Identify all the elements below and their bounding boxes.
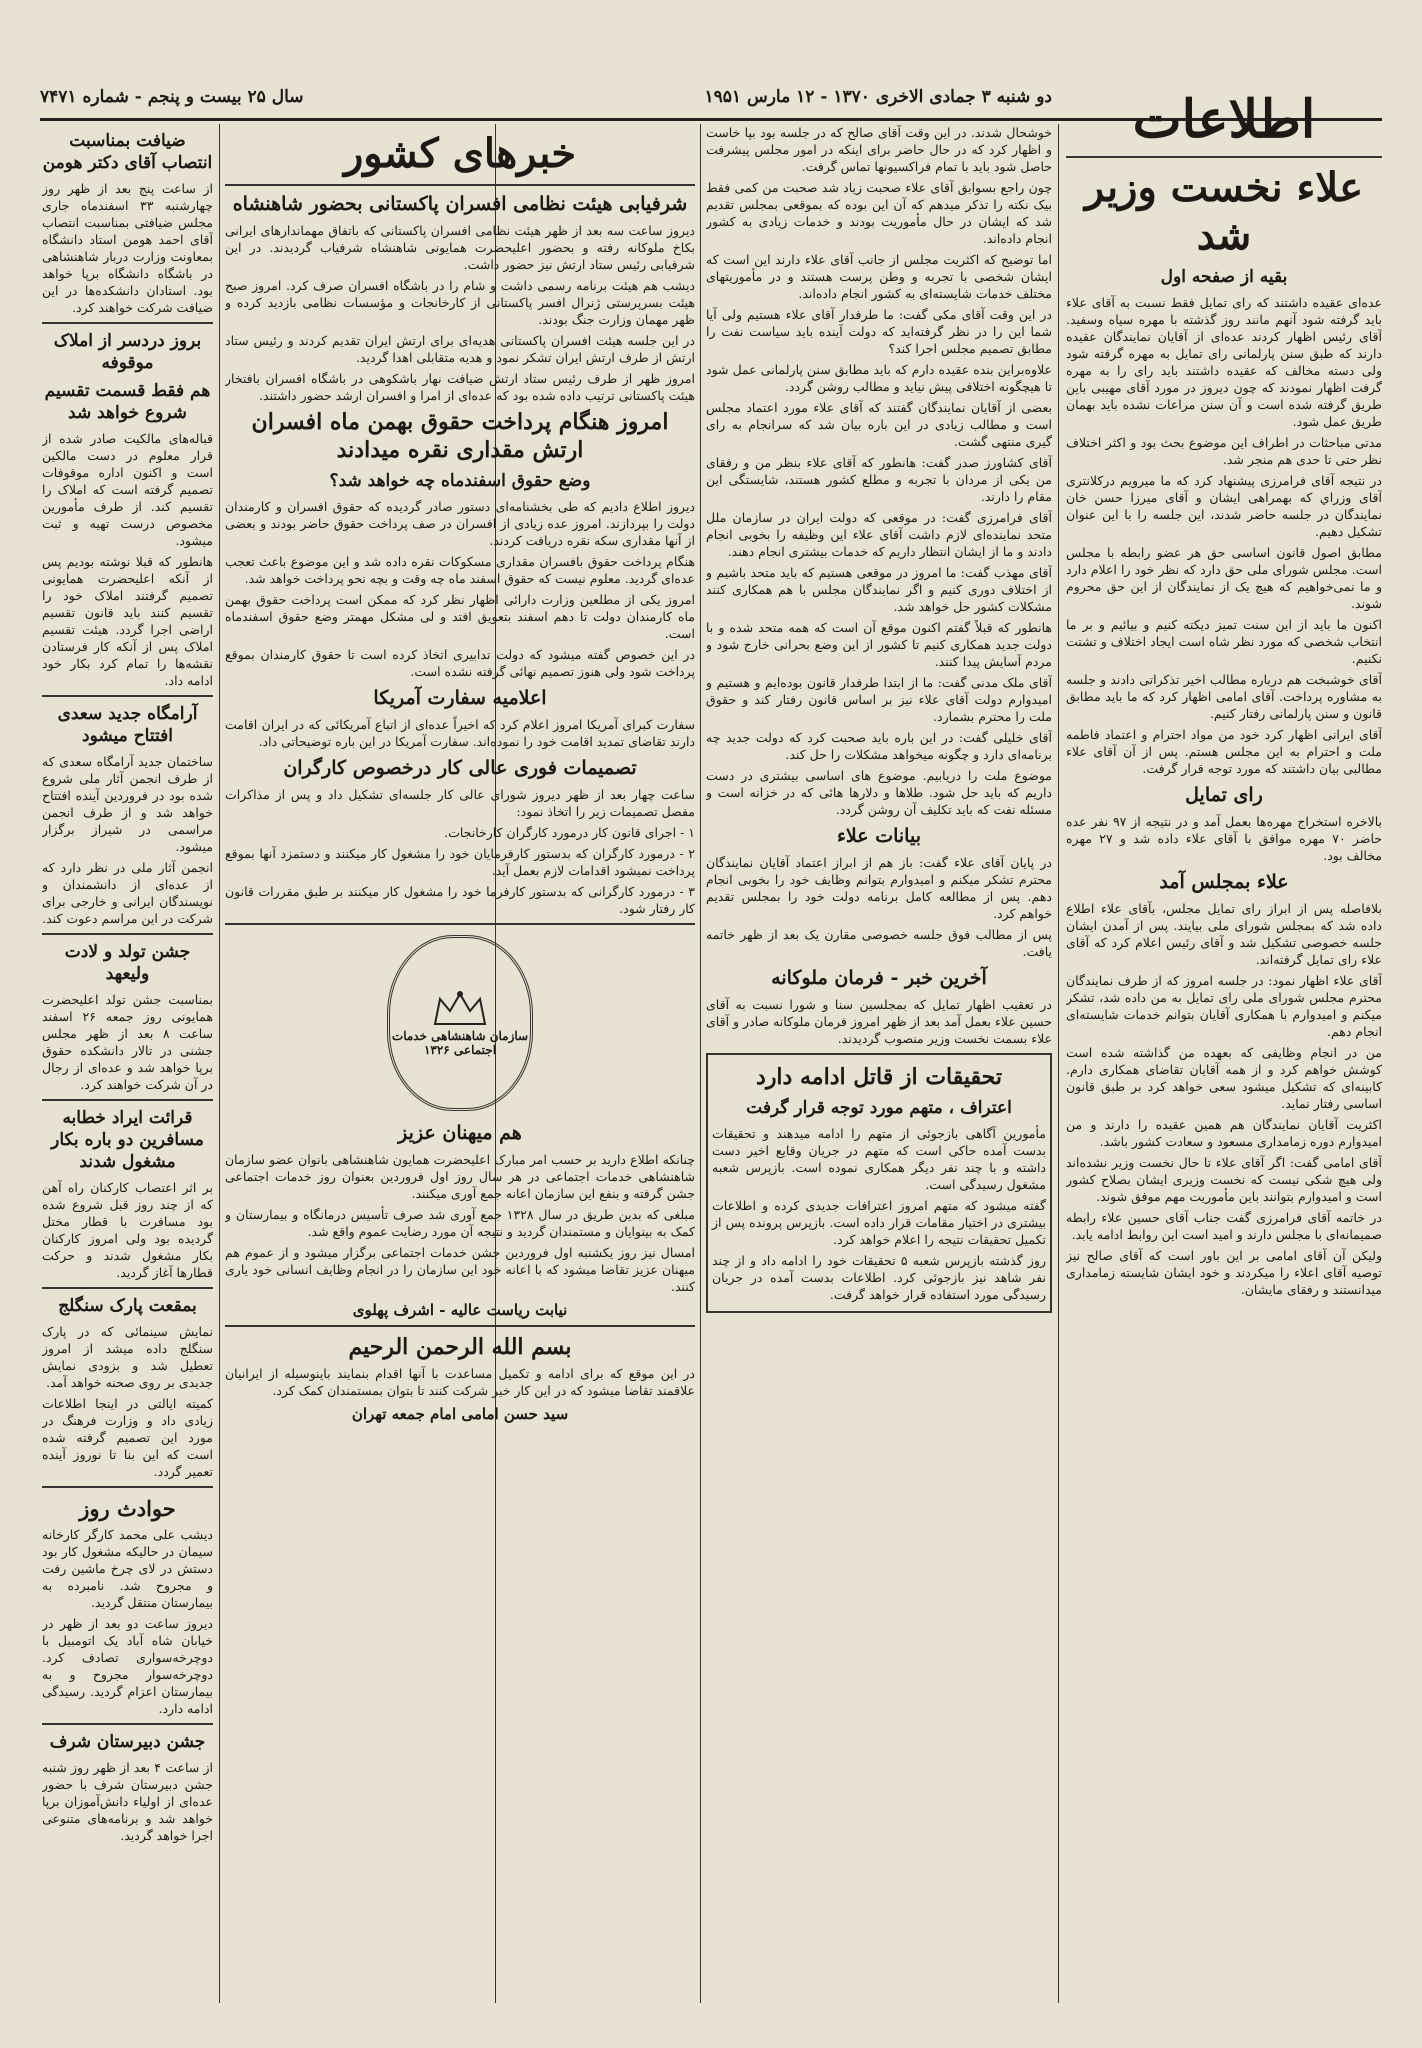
article-paragraph: موضوع ملت را دریابیم. موضوع های اساسی بیشتری در دست داریم که باید حل شود. طلاها و دلارها هائی که در خزانه است و مسئله نفت که باید تکلیف آن روشن گردد. <box>706 768 1052 817</box>
column-1 <box>1066 90 1382 2003</box>
article-paragraph: امروز یکی از مطلعین وزارت دارائی اظهار نظر کرد که ممکن است پرداخت حقوق بهمن ماه کارمندان دولت تا دهم اسفند بتعویق افتد و لی مشکل مهمتر وضع حقوق اسفندماه است. <box>225 592 695 641</box>
article-paragraph: ۱ - اجرای قانون کار درمورد کارگران کارخانجات. <box>444 825 695 840</box>
section-heading: آرامگاه جدید سعدی افتتاح میشود <box>57 704 198 746</box>
article-paragraph: چنانکه اطلاع دارید بر حسب امر مبارک اعلیحضرت همایون شاهنشاهی بانوان عضو سازمان شاهنشاهی خدمات اجتماعی در هر سال روز اول فروردین بعنوان روز خدمات اجتماعی جشن گرفته و بنفع این سازمان اعانه جمع آوری میکنند. <box>225 1152 695 1201</box>
article-paragraph: دیروز اطلاع دادیم که طی بخشنامه‌ای دستور صادر گردیده که حقوق افسران و کارمندان دولت را بپردازند. امروز عده زیادی از افسران در صف پرداخت حقوق حاضر بودند و بعضی از آنها مقداری سکه نقره دریافت کردند. <box>225 499 695 548</box>
article-paragraph: عده‌ای عقیده داشتند که رای تمایل فقط نسبت به آقای علاء باید گرفته شود آنهم مانند روز گذشته با مهره سیاه وسفید. آقای رئیس اظهار کردند عده‌ای از آقایان نمایندگان عقیده دارند که طبق سنن پارلمانی رای تمایل به مهره گرفته شود ولی دسته مخالف که عقیده داشتند باید رای را به مهره گرفت اظهار نمودند که چون دیروز در مورد آقای مهیبی باین طریق گرفته شده است و آن سنن مراعات نشده باید بهمان طریق عمل شود. <box>1066 295 1382 429</box>
article-paragraph: بالاخره استخراج مهره‌ها بعمل آمد و در نتیجه از ۹۷ نفر عده حاضر ۷۰ مهره موافق با آقای علاء داده شد و ۲۷ مهره مخالف بود. <box>1066 814 1382 863</box>
article-paragraph: انجمن آثار ملی در نظر دارد که از عده‌ای از دانشمندان و نویسندگان ایرانی و خارجی برای شرکت در این مراسم دعوت کند. <box>42 860 213 926</box>
article-paragraph: امسال نیز روز یکشنبه اول فروردین جشن خدمات اجتماعی برگزار میشود و از عموم هم میهنان عزیز تقاضا میشود که با اعانه خود این سازمان را در انجام وظایف انسانی خود یاری کنند. <box>225 1245 695 1294</box>
divider <box>225 1325 695 1327</box>
article-paragraph: آقای ایرانی اظهار کرد خود من مواد احترام و اعتماد فاطمه ملت و احترام به این مجلس هستم. پس از آن آقای علاء مطالبی بیان داشتند که مورد توجه قرار گرفت. <box>1066 727 1382 776</box>
divider <box>225 923 695 925</box>
article-paragraph: در این موقع که برای ادامه و تکمیل مساعدت با آنها اقدام بنمایند باینوسیله از ایرانیان علاقمند تقاضا میشود که در این کار خیر شرکت کنند تا بتوان بمستمندان کمک کرد. <box>225 1366 695 1398</box>
article-paragraph: کمیته ایالتی در اینجا اطلاعات زیادی داد و وزارت فرهنگ در مورد این تصمیم گرفته شده است که این بنا تا نوروز آینده تعمیر گردد. <box>42 1396 213 1479</box>
article-paragraph: روز گذشته بازپرس شعبه ۵ تحقیقات خود را ادامه داد و از چند نفر شاهد نیز بازجوئی کرد. اطلاعات بدست آمده در جریان رسیدگی مورد استفاده قرار خواهد گرفت. <box>712 1253 1046 1302</box>
signature-ashraf: نیابت ریاست عالیه - اشرف پهلوی <box>352 1301 568 1319</box>
divider <box>42 695 213 697</box>
article-paragraph: آقای ملک مدنی گفت: ما از ابتدا طرفدار قانون بوده‌ایم و هستیم و امیدوارم دولت آقای علاء نیز بر اساس قانون رفتار کند و حقوق ملت را محترم بشمارد. <box>706 675 1052 724</box>
article-paragraph: در خاتمه آقای فرامرزی گفت جناب آقای حسین علاء رابطه صمیمانه‌ای با مجلس دارند و امید است این روابط ادامه یابد. <box>1066 1210 1382 1242</box>
column-4 <box>42 124 213 2003</box>
article-paragraph: در این جلسه هیئت افسران پاکستانی هدیه‌ای برای ارتش ایران تقدیم کردند و رئیس ستاد ارتش از طرف ارتش ایران تشکر نمود و هدیه متقابلی اهدا گردید. <box>225 333 695 365</box>
article-paragraph: اما توضیح که اکثریت مجلس از جانب آقای علاء دارند این است که ایشان شخصی با تجربه و وطن پرست هستند و در مأموریتهای مختلف خدمات شایسته‌ای به کشور انجام داده‌اند. <box>706 252 1052 301</box>
article-paragraph: ۲ - درمورد کارگران که بدستور کارفرمایان خود را مشغول کار میکنند و دستمزد آنها بموقع پرداخت نمیشود اقدامات لازم بعمل آید. <box>225 846 695 878</box>
section-heading: بمقعت پارک سنگلج <box>58 1296 197 1316</box>
divider <box>42 1723 213 1725</box>
column-rule <box>1058 124 1059 2003</box>
article-paragraph: آقای علاء اظهار نمود: در جلسه امروز که از طرف نمایندگان محترم مجلس شورای ملی رای تمایل به من داده شد، تشکر میکنم و امیدوارم با همکاری آقایان بتوانم خدمات شایسته‌ای انجام دهم. <box>1066 973 1382 1039</box>
issue-number: سال ۲۵ بیست و پنجم - شماره ۷۴۷۱ <box>40 87 304 107</box>
article-paragraph: هنگام پرداخت حقوق بافسران مقداری مسکوکات نقره داده شد و این موضوع باعث تعجب عده‌ای گردید. معلوم نیست که حقوق اسفند ماه چه وقت و بچه نحو پرداخت خواهد شد. <box>225 554 695 586</box>
section-heading: ضیافت بمناسبت انتصاب آقای دکتر هومن <box>42 131 213 173</box>
social-services-seal <box>387 935 533 1111</box>
article-paragraph: آقای امامی گفت: اگر آقای علاء تا حال نخست وزیر نشده‌اند ولی هیچ شکی نیست که نخست وزیری ایشان بصلاح کشور است و امیدوارم بتوانند باین مأموریت مهم موفق شوند. <box>1066 1155 1382 1204</box>
article-paragraph: مطابق اصول قانون اساسی حق هر عضو رابطه با مجلس است. مجلس شورای ملی حق دارد که نظر خود را اعلام دارد و ما نمی‌خواهیم که هیچ یک از نمایندگان از این حق محروم شوند. <box>1066 545 1382 611</box>
article-paragraph: دیشب علی محمد کارگر کارخانه سیمان در حالیکه مشغول کار بود دستش در لای چرخ ماشین رفت و مجروح شد. نامبرده به بیمارستان منتقل گردید. <box>42 1527 213 1610</box>
section-heading: بسم الله الرحمن الرحیم <box>348 1334 572 1360</box>
article-paragraph: مأمورین آگاهی بازجوئی از متهم را ادامه میدهند و تحقیقات بدست آمده حاکی است که متهم در جریان وقایع اخیر دست داشته و با چند نفر دیگر همکاری نموده است. بازپرس شعبه مشغول رسیدگی است. <box>712 1126 1046 1192</box>
article-paragraph: هانطور که قبلاً گفتم اکنون موقع آن است که همه متحد شده و با دولت جدید همکاری کنیم تا کشور از این وضع بحرانی خارج شود و مردم آسایش پیدا کنند. <box>706 620 1052 669</box>
article-paragraph: بر اثر اعتصاب کارکنان راه آهن که از چند روز قبل شروع شده بود مسافرت با قطار مختل گردیده بود ولی امروز کارکنان بکار مشغول شدند و حرکت قطارها آغاز گردید. <box>42 1180 213 1280</box>
article-paragraph: چون راجع بسوابق آقای علاء صحبت زیاد شد صحبت من کمی فقط بیک نکته را تذکر میدهم که آن این بوده که بموقعی بمجلس تقدیم شد که ایشان در حال مأموریت بودند و خدمات زیادی به کشور انجام داده‌اند. <box>706 180 1052 246</box>
article-paragraph: ساختمان جدید آرامگاه سعدی که از طرف انجمن آثار ملی شروع شده بود در فروردین آینده افتتاح خواهد شد و از طرف انجمن مراسمی در شیراز برگزار میشود. <box>42 754 213 854</box>
column-3 <box>225 124 695 2003</box>
article-paragraph: در نتیجه آقای فرامرزی پیشنهاد کرد که ما میرویم درکلانتری آقای وزراي که بهمراهی ایشان و آقای میرزا حسن خان نمایندگان در جلسه حاضر شدند، این جلسه را با این عنوان تشکیل دهیم. <box>1066 473 1382 539</box>
section-heading: هم میهنان عزیز <box>398 1122 522 1144</box>
section-heading: اعلامیه سفارت آمریکا <box>373 687 547 709</box>
investigation-box <box>706 1053 1052 1313</box>
article-paragraph: ولیکن آن آقای امامی بر این باور است که آقای صالح نیز توصیه آقای اعلاء را میکردند و خود ایشان شایسته زمامداری میدانستند و رفقای مایشان. <box>1066 1248 1382 1297</box>
signature-emami: سید حسن امامی امام جمعه تهران <box>351 1405 569 1423</box>
box-headline: تحقیقات از قاتل ادامه دارد <box>756 1064 1002 1090</box>
article-paragraph: سفارت کبرای آمریکا امروز اعلام کرد که اخیراً عده‌ای از اتباع آمریکائی که در ایران اقامت دارند تقاضای تمدید اقامت خود را نموده‌اند. سفارت آمریکا در این باره توضیحاتی داد. <box>225 717 695 749</box>
column-2 <box>706 124 1052 2003</box>
article-paragraph: آقای مهذب گفت: ما امروز در موقعی هستیم که باید متحد باشیم و از اختلاف دوری کنیم و اگر نمایندگان مجلس با هم همکاری کنند مشکلات کشور حل خواهد شد. <box>706 565 1052 614</box>
section-heading: امروز هنگام پرداخت حقوق بهمن ماه افسران ارتش مقداری نقره میدادند <box>251 409 669 463</box>
box-subhead: اعتراف ، متهم مورد توجه قرار گرفت <box>746 1098 1012 1118</box>
article-paragraph: آقای خوشبخت هم درباره مطالب اخیر تذکراتی دادند و جلسه به مشاوره پرداخت. آقای امامی اظهار کرد که ما باید مطابق قانون و سنن پارلمانی رفتار کنیم. <box>1066 672 1382 721</box>
article-paragraph: دیروز ساعت دو بعد از ظهر در خیابان شاه آباد یک اتومبیل با دوچرخه‌سواری تصادف کرد. دوچرخه‌سوار مجروح و به بیمارستان اعزام گردید. رسیدگی ادامه دارد. <box>42 1616 213 1716</box>
divider <box>225 184 695 186</box>
article-paragraph: در تعقیب اظهار تمایل که بمجلسین سنا و شورا نسبت به آقای حسین علاء بعمل آمد بعد از ظهر امروز فرمان ملوکانه صادر و آقای علاء بسمت نخست وزیر منصوب گردیدند. <box>706 997 1052 1046</box>
section-heading: جشن تولد و لادت ولیعهد <box>64 942 191 984</box>
divider <box>1066 156 1382 158</box>
column-rule <box>219 124 220 2003</box>
column-rule <box>700 124 701 2003</box>
article-paragraph: آقای فرامرزی گفت: در موقعی که دولت ایران در سازمان ملل متحد نماینده‌ای لازم داشت آقای علاء این وظیفه را بخوبی انجام دادند و ما از ایشان انتظار داریم که خدمات بیشتری انجام دهند. <box>706 510 1052 559</box>
article-paragraph: قباله‌های مالکیت صادر شده از قرار معلوم در دست مالکین است و اکنون اداره موقوفات تصمیم گرفته است که املاک را تقسیم کند. از طرف مأمورین مخصوص درست تهیه و ثبت میشود. <box>42 431 213 548</box>
article-paragraph: ۳ - درمورد کارگرانی که بدستور کارفرما خود را مشغول کار میکنند بر طبق مقررات قانون کار رفتار شود. <box>225 884 695 916</box>
section-heading: آخرین خبر - فرمان ملوکانه <box>771 967 987 989</box>
headline-ala: علاء نخست وزیر شد <box>1084 164 1364 259</box>
article-paragraph: پس از مطالب فوق جلسه خصوصی مقارن یک بعد از ظهر خاتمه یافت. <box>706 927 1052 959</box>
section-heading: بیانات علاء <box>837 825 921 847</box>
continued-note: بقیه از صفحه اول <box>1160 267 1288 287</box>
article-paragraph: امروز ظهر از طرف رئیس ستاد ارتش ضیافت نهار باشکوهی در باشگاه افسران بافتخار هیئت پاکستانی ترتیب داده شده بود که عده‌ای از امرا و افسران ارشد حضور داشتند. <box>225 371 695 403</box>
section-heading: علاء بمجلس آمد <box>1159 871 1289 893</box>
divider <box>42 933 213 935</box>
divider <box>42 1287 213 1289</box>
article-paragraph: اکثریت آقایان نمایندگان هم همین عقیده را دارند و من امیدوارم دوره زمامداری مسعود و سعادت کشور باشد. <box>1066 1117 1382 1149</box>
article-paragraph: نمایش سینمائی که در پارک سنگلج داده میشد از امروز تعطیل شد و بزودی نمایش جدیدی بر روی صحنه خواهد آمد. <box>42 1324 213 1390</box>
article-paragraph: علاوه‌براین بنده عقیده دارم که باید مطابق سنن پارلمانی عمل شود تا هیچگونه اختلافی پیش نیاید و مطالب روشن گردد. <box>706 362 1052 394</box>
section-heading: بروز دردسر از املاک موقوفه <box>53 331 202 373</box>
headline-country-news: خبرهای کشور <box>343 130 577 177</box>
article-paragraph: بعضی از آقایان نمایندگان گفتند که آقای علاء مورد اعتماد مجلس است و مطالب زیادی در این باره بیان شد که سرانجام به رای گیری منتهی گشت. <box>706 400 1052 449</box>
article-paragraph: در این وقت آقای مکی گفت: ما طرفدار آقای علاء هستیم ولی آیا شما این را در نظر گرفته‌اید که دولت آینده باید سیاست نفت را مطابق تصمیم مجلس اجرا کند؟ <box>706 307 1052 356</box>
article-paragraph: آقای خلیلی گفت: در این باره باید صحبت کرد که دولت جدید چه برنامه‌ای دارد و چگونه میخواهد مشکلات را حل کند. <box>706 730 1052 762</box>
divider <box>42 1486 213 1488</box>
article-paragraph: در این خصوص گفته میشود که دولت تدابیری اتخاذ کرده است تا حقوق کارمندان بموقع پرداخت شود ولی هنوز تصمیم نهائی گرفته نشده است. <box>225 647 695 679</box>
article-paragraph: من در انجام وظایفی که بعهده من گذاشته شده است کوشش خواهم کرد و از همه آقایان تقاضای همکاری دارم. کابینه‌ای که تشکیل میشود سعی خواهد کرد بر طبق قانون اساسی رفتار نماید. <box>1066 1045 1382 1111</box>
section-heading: تصمیمات فوری عالی کار درخصوص کارگران <box>283 757 637 779</box>
divider <box>42 1099 213 1101</box>
article-paragraph: دیروز ساعت سه بعد از ظهر هیئت نظامی افسران پاکستانی که باتفاق مهماندارهای ایرانی بکاخ ملوکانه رفته و بحضور اعلیحضرت همایونی شاهنشاه شرفیاب گردیدند. در این شرفیابی رئیس ستاد ارتش نیز حضور داشت. <box>225 223 695 272</box>
article-paragraph: از ساعت پنج بعد از ظهر روز چهارشنبه ۳۳ اسفندماه جاری مجلس ضیافتی بمناسبت انتصاب آقای احمد هومن استاد دانشگاه بمعاونت وزارت دربار شاهنشاهی در باشگاه دانشگاه برپا خواهد بود. استادان دانشکده‌ها در این ضیافت شرکت خواهند کرد. <box>42 181 213 315</box>
article-paragraph: آقای کشاورز صدر گفت: هانطور که آقای علاء بنظر من و رفقای من یکی از مردان با تجربه و مطلع کشور هستند، شایستگی این مقام را دارند. <box>706 455 1052 504</box>
article-paragraph: مدتی مباحثات در اطراف این موضوع بحث بود و اکثر اختلاف نظر حتی تا حدی هم منجر شد. <box>1066 435 1382 467</box>
section-subheading: وضع حقوق اسفندماه چه خواهد شد؟ <box>329 471 591 491</box>
divider <box>42 322 213 324</box>
article-paragraph: بمناسبت جشن تولد اعلیحضرت همایونی روز جمعه ۲۶ اسفند ساعت ۸ بعد از ظهر مجلس جشنی در تالار دانشکده حقوق برپا خواهد شد و عده‌ای از رجال در آن شرکت خواهند کرد. <box>42 992 213 1092</box>
article-paragraph: ساعت چهار بعد از ظهر دیروز شورای عالی کار جلسه‌ای تشکیل داد و پس از مذاکرات مفصل تصمیمات زیر را اتخاذ نمود: <box>225 787 695 819</box>
article-paragraph: خوشحال شدند. در این وقت آقای صالح که در جلسه بود بپا خاست و اظهار کرد که در حال حاضر برای اینکه در امور مجلس پیشرفت حاصل شود باید با تمام فراکسیونها تماس گرفت. <box>706 125 1052 174</box>
section-heading: حوادث روز <box>79 1496 176 1521</box>
article-paragraph: در پایان آقای علاء گفت: باز هم از ابراز اعتماد آقایان نمایندگان محترم تشکر میکنم و امیدوارم بتوانم وظایف خود را بخوبی انجام دهم. پس از مطالعه کامل برنامه دولت خود را بمجلس تقدیم خواهم کرد. <box>706 855 1052 921</box>
section-heading: رای تمایل <box>1185 784 1263 806</box>
seal-text: سازمان شاهنشاهی خدمات اجتماعی ۱۳۲۶ <box>391 1029 529 1057</box>
article-paragraph: بلافاصله پس از ابراز رای تمایل مجلس، بآقای علاء اطلاع داده شد که بمجلس شورای ملی بیایند. پس از آمدن ایشان جلسه خصوصی تشکیل شد و آقای رئیس اعلام کرد که آقای علاء رای تمایل گرفته‌اند. <box>1066 901 1382 967</box>
section-heading: جشن دبیرستان شرف <box>49 1732 206 1752</box>
subheadline: شرفیابی هیئت نظامی افسران پاکستانی بحضور شاهنشاه <box>232 193 688 215</box>
date-line: دو شنبه ۳ جمادی الاخری ۱۳۷۰ - ۱۲ مارس ۱۹۵۱ <box>704 87 1052 107</box>
article-paragraph: از ساعت ۴ بعد از ظهر روز شنبه جشن دبیرستان شرف با حضور عده‌ای از اولیاء دانش‌آموزان برپا خواهد شد و برنامه‌های متنوعی اجرا خواهد گردید. <box>42 1760 213 1843</box>
article-paragraph: دیشب هم هیئت برنامه رسمی داشت و شام را در باشگاه افسران صرف کرد. امروز صبح هیئت بسرپرستی ژنرال افسر پاکستانی از کارخانجات و مؤسسات نظامی بازدید کرده و ظهر مهمان وزارت جنگ بودند. <box>225 278 695 327</box>
article-paragraph: گفته میشود که متهم امروز اعترافات جدیدی کرده و اطلاعات بیشتری در اختیار مقامات قرار داده است. بازپرس پرونده پس از تکمیل تحقیقات نتیجه را اعلام خواهد کرد. <box>712 1198 1046 1247</box>
article-paragraph: اکنون ما باید از این سنت تمیز دیکته کنیم و بیائیم و بر ما انتخاب شخصی که مورد نظر شاه است ایجاد اختلاف و تشتت نکنیم. <box>1066 617 1382 666</box>
crown-icon <box>430 989 490 1029</box>
masthead-logo: اطلاعات <box>1132 90 1316 150</box>
article-paragraph: هانطور که قبلا نوشته بودیم پس از آنکه اعلیحضرت همایونی تصمیم گرفتند املاک خود را تقسیم کنند باید قانون تقسیم اراضی اجرا گردد. هیئت تقسیم املاک پس از آنکه کار فرستادن نقشه‌ها را تمام کرد بکار خود ادامه داد. <box>42 554 213 688</box>
section-heading: قرائت ایراد خطابه مسافرین دو باره بکار مشغول شدند <box>51 1108 204 1172</box>
section-subheading: هم فقط قسمت تقسیم شروع خواهد شد <box>44 381 211 423</box>
article-paragraph: مبلغی که بدین طریق در سال ۱۳۲۸ جمع آوری شد صرف تأسیس درمانگاه و بیمارستان و کمک به بینوایان و مستمندان گردید و نتیجه آن مورد رضایت عموم واقع شد. <box>225 1207 695 1239</box>
